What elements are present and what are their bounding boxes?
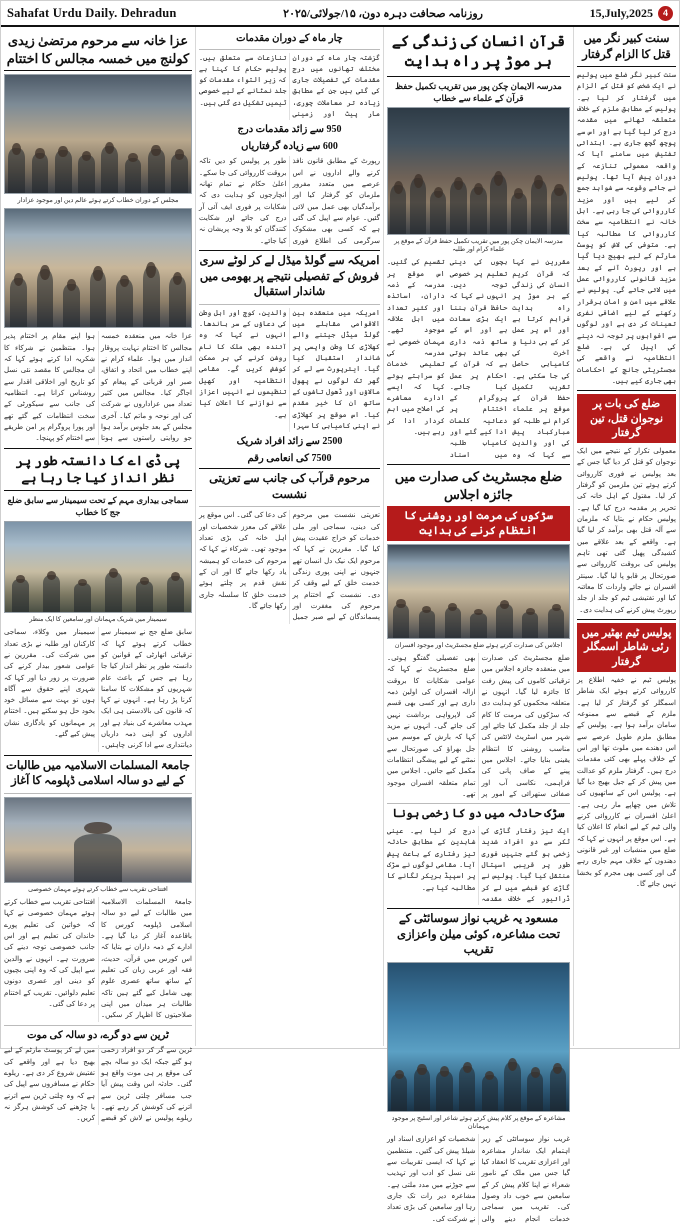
photo-figures: [388, 1052, 569, 1111]
caption-mushaira: مشاعرہ کے موقع پر کلام پیش کرتے ہوئے شاعر اور اسٹیج پر موجود مہمانان: [391, 1114, 566, 1131]
headline-pda-ignored: پی ڈی اے کا دانستہ طور پر نظر انداز کیا جا رہا ہے: [15, 452, 181, 486]
headline-four-month-cases: چار ماہ کے دوران مقدمات: [236, 33, 343, 44]
headline-islamic-diploma: جامعۃ المسلمات الاسلامیہ میں طالبات کے لیے دو سالہ اسلامی ڈپلومہ کا آغاز: [6, 759, 190, 788]
photo-figures: [388, 595, 569, 638]
masthead: [1, 1, 679, 27]
photo-seminar: [4, 521, 192, 613]
masthead-title: Sahafat Urdu Daily. Dehradun: [7, 5, 177, 20]
headline-condolence-meeting: مرحوم قرآب کی جانب سے تعزیتی نشست: [209, 473, 370, 501]
subheadline-madrasa-event: مدرسہ الایمان چکن پور میں تقریب تکمیل حفظ قرآن کے علماء سے خطاب: [395, 80, 562, 103]
photo-madrasa-gathering: [387, 107, 570, 235]
article-body-islamic-diploma: جامعۃ المسلمات الاسلامیہ میں طالبات کے لیے دو سالہ اسلامی ڈپلومہ کورس کا باقاعدہ آغاز کر دیا گیا ہے۔ ادارے کے ذمہ داران نے بتایا کہ اس کورس میں قرآن، حدیث، فقہ اور عربی زبان کی تعلیم کے ساتھ ساتھ عصری علوم بھی شامل کیے گئے ہیں تاکہ طالبات ہر میدان میں اپنی صلاحیتوں کا اظہار کر سکیں۔ افتتاحی تقریب سے خطاب کرتے ہوئے مہمان خصوصی نے کہا کہ خواتین کی تعلیم پورے خاندان کی تعلیم ہے اور اس جانب خصوصی توجہ دینے کی ضرورت ہے۔ انہوں نے والدین سے اپیل کی کہ وہ اپنی بچیوں کو دینی اور عصری دونوں تعلیم دلوائیں۔ تقریب کے اختتام پر دعا کی گئی۔: [4, 898, 192, 1020]
article-body-four-month-cases: گزشتہ چار ماہ کے دوران مختلف تھانوں میں درج مقدمات کی تفصیلات جاری کی گئی ہیں جن کے مطابق زیادہ تر معاملات چوری، مار پیٹ اور زمینی تنازعات سے متعلق ہیں۔ پولیس حکام کا کہنا ہے کہ زیر التواء مقدمات کو جلد نمٹانے کے لیے خصوصی ٹیمیں تشکیل دی گئی ہیں۔: [199, 53, 380, 119]
masthead-urdu-title: روزنامہ صحافت دہرہ دون، ۱۵/جولائی/۲۰۲۵: [283, 7, 483, 20]
stat-arrests: 600 سے زیادہ گرفتاریاں: [241, 140, 338, 152]
headline-gold-medal-welcome: امریکہ سے گولڈ میڈل لے کر لوٹے سری فروش کے تفصیلی نتیجے پر بھومی میں شاندار استقبال: [199, 255, 380, 299]
column-center-left: [195, 27, 383, 1046]
photo-majlis-group: [4, 208, 192, 328]
caption-review-meeting: اجلاس کی صدارت کرتے ہوئے ضلع مجسٹریٹ اور موجود افسران: [394, 641, 563, 649]
subheadline-seminar-judge: سماجی بیداری مہم کے تحت سیمینار سے سابق ضلع جج کا خطاب: [7, 494, 189, 517]
subheadline-road-repair: سڑکوں کی مرمت اور روشنی کا انتظام کرنے کی ہدایت: [387, 506, 570, 541]
headline-majalis-conclusion: عزا خانہ سے مرحوم مرتضیٰ زیدی کولنج میں خمسہ مجالس کا اختتام: [6, 33, 190, 66]
photo-mushaira-stage: [387, 962, 570, 1112]
caption-majlis-hall: مجلس کے دوران خطاب کرتے ہوئے عالم دین اور موجود عزادار: [17, 197, 179, 205]
headline-quran-guidance: قرآن انسان کی زندگی کے ہر موڑ پر راہ ہدایت: [391, 34, 566, 71]
caption-madrasa-gathering: مدرسہ الایمان چکن پور میں تقریب تکمیل حفظ قرآن کے موقع پر علماء کرام اور طلبہ: [394, 237, 563, 253]
caption-diploma-speaker: افتتاحی تقریب سے خطاب کرتے ہوئے مہمان خصوصی: [28, 885, 168, 893]
article-body-condolence-meeting: تعزیتی نشست میں مرحوم کی دینی، سماجی اور ملی خدمات کو خراج عقیدت پیش کیا گیا۔ مقررین نے کہا کہ مرحوم ایک نیک دل انسان تھے جنہوں نے اپنی پوری زندگی خدمت خلق کے لیے وقف کر دی۔ نشست کے اختتام پر مرحوم کی مغفرت اور پسماندگان کے لیے صبر جمیل کی دعا کی گئی۔ اس موقع پر علاقے کی معزز شخصیات اور اہل خانہ کی بڑی تعداد موجود تھی۔ شرکاء نے کہا کہ مرحوم کی خدمات کو ہمیشہ یاد رکھا جائے گا اور ان کے نقش قدم پر چلتے ہوئے خدمت خلق کا سلسلہ جاری رکھا جائے گا۔: [199, 511, 380, 622]
page-columns: [1, 27, 679, 1223]
photo-majlis-hall: [4, 74, 192, 194]
article-body-quran-guidance: مقررین نے کہا کہ قرآن کریم انسان کی زندگی کے ہر موڑ پر راہ ہدایت فراہم کرتا ہے اور اس پر عمل کر کے ہی دنیا و آخرت کی کامیابی حاصل کی جا سکتی ہے۔ تقریب تکمیل حفظ قرآن کے موقع پر علماء کرام نے طلبہ کو مبارکباد پیش کی اور والدین سے کہا کہ وہ بچوں کی دینی تعلیم پر خصوصی توجہ دیں۔ انہوں نے کہا کہ حافظ قرآن بننا ایک بڑی سعادت ہے اور اس کے ساتھ ذمہ داری بھی عائد ہوتی ہے کہ قرآن کے احکام پر عمل کیا جائے۔ پروگرام کے اختتام پر دعائیہ کلمات ادا کیے گئے اور کامیاب طلبہ میں اسناد تقسیم کی گئیں۔ اس موقع پر مدرسہ کے ذمہ داران، اساتذہ اور کثیر تعداد میں اہل علاقہ موجود تھے۔ مہمان خصوصی نے مدرسہ کی تعلیمی خدمات کو سراہتے ہوئے کہا کہ ایسے ادارے معاشرے کی اصلاح میں اہم کردار ادا کر رہے ہیں۔: [387, 258, 570, 459]
photo-diploma-speaker: [4, 797, 192, 883]
photo-figures: [5, 254, 191, 327]
headline-mushaira: مسعود یہ غریب نواز سوسائٹی کے تحت مشاعرہ، کوئی میلن واعزازی تقریب: [396, 913, 561, 957]
column-center-right: [383, 27, 573, 1223]
stat-participants: 2500 سے زائد افراد شریک: [236, 436, 343, 448]
column-right: [573, 27, 679, 1046]
article-body-mushaira: غریب نواز سوسائٹی کے زیر اہتمام ایک شاندار مشاعرہ اور اعزازی تقریب کا انعقاد کیا گیا جس میں ملک کے نامور شعراء نے اپنا کلام پیش کر کے سامعین سے خوب داد وصول کی۔ تقریب میں سماجی خدمات انجام دینے والی شخصیات کو اعزازی اسناد اور شیلڈ پیش کی گئیں۔ منتظمین نے کہا کہ ایسی تقریبات سے نئی نسل کو ادب اور تہذیب سے جوڑنے میں مدد ملتی ہے۔ مشاعرہ دیر رات تک جاری رہا اور سامعین کی بڑی تعداد نے شرکت کی۔: [387, 1135, 570, 1223]
headline-smuggler-arrest: پولیس ٹیم بھٹیر میں رئی شاطر اسمگلر گرفتار: [577, 623, 676, 672]
photo-figures: [388, 160, 569, 233]
masthead-right: [590, 6, 673, 21]
article-body-cases-detail: رپورٹ کے مطابق قانون نافذ کرنے والے اداروں نے اس عرصے میں متعدد مفرور ملزمان کو گرفتار کیا اور برآمدگیاں بھی عمل میں لائی گئیں۔ عوام سے اپیل کی گئی ہے کہ کسی بھی مشکوک سرگرمی کی اطلاع فوری طور پر پولیس کو دیں تاکہ بروقت کارروائی کی جا سکے۔ اعلیٰ حکام نے تمام تھانہ انچارجوں کو ہدایت دی کہ شکایات پر فوری ایف آئی آر درج کی جائے اور شکایت کنندگان کو بلا وجہ پریشان نہ کیا جائے۔: [199, 157, 380, 245]
headline-train-fall: ٹرین سے دو گرے، دو سالہ کی موت: [27, 1029, 169, 1041]
article-body-sant-kabir-nagar: سنت کبیر نگر ضلع میں پولیس نے ایک شخص کو قتل کے الزام میں گرفتار کر لیا ہے۔ پولیس کے مطابق ملزم کے خلاف متعلقہ تھانے میں مقدمہ درج کر لیا گیا ہے اور اس سے پوچھ گچھ جاری ہے۔ ابتدائی تفتیش میں سامنے آیا کہ واقعہ معمولی تنازعہ کے دوران پیش آیا تھا۔ پولیس نے جائے وقوعہ سے شواہد جمع کر لیے ہیں اور مزید کارروائی کی جا رہی ہے۔ اہل خانہ نے انتظامیہ سے سخت کارروائی کا مطالبہ کیا ہے۔ متوفی کی لاش کو پوسٹ مارٹم کے لیے بھیج دیا گیا ہے اور رپورٹ آنے کے بعد مزید قانونی کارروائی عمل میں لائی جائے گی۔ پولیس نے علاقے میں امن و امان برقرار رکھنے کے لیے اضافی نفری تعینات کر دی ہے اور لوگوں سے افواہوں پر توجہ نہ دینے کی اپیل کی ہے۔ ضلع انتظامیہ نے واقعے کی مجسٹریٹی جانچ کے احکامات بھی جاری کیے ہیں۔: [577, 71, 676, 385]
caption-seminar: سیمینار میں شریک مہمانان اور سامعین کا ایک منظر: [29, 615, 167, 623]
article-body-smuggler-arrest: پولیس ٹیم نے خفیہ اطلاع پر کارروائی کرتے ہوئے ایک شاطر اسمگلر کو گرفتار کر لیا ہے۔ ملزم کے قبضے سے ممنوعہ سامان برآمد ہوا ہے۔ پولیس کے مطابق ملزم طویل عرصے سے اس دھندے میں ملوث تھا اور اس کے خلاف پہلے بھی کئی مقدمات درج ہیں۔ گرفتار ملزم کو عدالت میں پیش کر کے جیل بھیج دیا گیا ہے۔ پولیس اس کے ساتھیوں کی تلاش میں چھاپے مار رہی ہے۔ اعلیٰ افسران نے کارروائی کرنے والی ٹیم کے لیے انعام کا اعلان کیا ہے۔ اس موقع پر انہوں نے کہا کہ ضلع میں منشیات اور غیر قانونی دھندوں کے خلاف مہم جاری رہے گی اور کسی بھی مجرم کو بخشا نہیں جائے گا۔: [577, 675, 676, 888]
masthead-date: 15,July,2025: [589, 5, 653, 20]
article-body-majalis-conclusion: عزا خانہ میں منعقدہ خمسہ مجالس کا اختتام نہایت پروقار انداز میں ہوا۔ علماء کرام نے اپنے خطاب میں اتحاد و اتفاق، صبر اور قربانی کے پیغام کو اجاگر کیا۔ مجالس میں کثیر تعداد میں عزاداروں نے شرکت کی اور نوحہ و ماتم کیا۔ آخری مجلس کے بعد جلوس برآمد ہوا جو روایتی راستوں سے ہوتا ہوا اپنے مقام پر اختتام پذیر ہوا۔ منتظمین نے شرکاء کا شکریہ ادا کرتے ہوئے کہا کہ ان مجالس کا مقصد نئی نسل کو تاریخ اور اخلاقی اقدار سے روشناس کرانا ہے۔ انتظامیہ کی جانب سے سیکورٹی کے سخت انتظامات کیے گئے تھے اور پورا پروگرام پر امن طریقے سے اختتام کو پہنچا۔: [4, 332, 192, 443]
photo-figures: [5, 562, 191, 612]
photo-figures: [5, 826, 191, 881]
article-body-youth-murder: معمولی تکرار کے نتیجے میں ایک نوجوان کو قتل کر دیا گیا جس کے بعد پولیس نے فوری کارروائی کرتے ہوئے تین ملزمین کو گرفتار کر لیا۔ مقتول کے اہل خانہ کی تحریر پر مقدمہ درج کیا گیا ہے۔ پولیس حکام نے بتایا کہ ملزمان سے آلہ قتل بھی برآمد کر لیا گیا ہے۔ واقعے کے بعد علاقے میں کشیدگی پھیل گئی تھی تاہم پولیس کی بروقت کارروائی سے صورتحال پر قابو پا لیا گیا۔ سینئر افسران نے جائے واردات کا معائنہ کیا اور تفتیشی ٹیم کو جلد از جلد رپورٹ پیش کرنے کی ہدایت دی۔: [577, 447, 676, 614]
headline-sant-kabir-nagar: سنت کبیر نگر میں قتل کا الزام گرفتار: [582, 33, 671, 61]
headline-dm-review-meeting: ضلع مجسٹریٹ کی صدارت میں جائزہ اجلاس: [394, 469, 563, 502]
stat-cases-registered: 950 سے زائد مقدمات درج: [237, 124, 342, 136]
article-body-gold-medal-welcome: امریکہ میں منعقدہ بین الاقوامی مقابلے میں گولڈ میڈل جیتنے والے کھلاڑی کا وطن واپسی پر شاندار استقبال کیا گیا۔ ایئرپورٹ سے لے کر گھر تک لوگوں نے پھول مالاؤں اور ڈھول تاشوں کے ساتھ ان کا خیر مقدم کیا۔ اس موقع پر کھلاڑی نے اپنی کامیابی کا سہرا والدین، کوچ اور اہل وطن کی دعاؤں کے سر باندھا۔ انہوں نے کہا کہ وہ آئندہ بھی ملک کا نام روشن کرنے کی ہر ممکن کوشش کریں گے۔ مقامی انتظامیہ اور کھیل تنظیموں نے انہیں اعزاز سے نوازنے کا اعلان کیا ہے۔: [199, 308, 380, 430]
headline-road-accident: سڑک حادثہ میں دو کا زخمی ہونا: [392, 808, 565, 821]
photo-review-meeting: [387, 544, 570, 639]
headline-youth-murder: ضلع کی بات پر نوجوان قتل، تین گرفتار: [577, 394, 676, 443]
article-body-road-accident: ایک تیز رفتار گاڑی کی ٹکر سے دو افراد شدید زخمی ہو گئے جنہیں فوری طور پر قریبی اسپتال منتقل کیا گیا۔ پولیس نے گاڑی کو قبضے میں لے کر ڈرائیور کے خلاف مقدمہ درج کر لیا ہے۔ عینی شاہدین کے مطابق حادثہ تیز رفتاری کے باعث پیش آیا۔ مقامی لوگوں نے سڑک پر اسپیڈ بریکر لگانے کا مطالبہ کیا ہے۔: [387, 826, 570, 903]
article-body-train-fall: ٹرین سے گر کر دو افراد زخمی ہو گئے جبکہ ایک دو سالہ بچے کی موقع پر ہی موت واقع ہو گئی۔ حادثہ اس وقت پیش آیا جب مسافر چلتی ٹرین سے اترنے کی کوشش کر رہے تھے۔ ریلوے پولیس نے لاش کو قبضے میں لے کر پوسٹ مارٹم کے لیے بھیج دیا ہے اور واقعے کی تفتیش شروع کر دی ہے۔ ریلوے حکام نے مسافروں سے اپیل کی ہے کہ وہ چلتی ٹرین سے اترنے یا چڑھنے کی کوشش ہرگز نہ کریں۔: [4, 1046, 192, 1123]
stat-prize-money: 7500 کی انعامی رقم: [247, 452, 332, 464]
column-left: [1, 27, 195, 1123]
article-body-pda-ignored: سابق ضلع جج نے سیمینار سے خطاب کرتے ہوئے کہا کہ ترقیاتی اتھارٹی کے قوانین کو دانستہ طور پر نظر انداز کیا جا رہا ہے جس کے باعث عام شہریوں کو مشکلات کا سامنا کرنا پڑ رہا ہے۔ انہوں نے کہا کہ قانون کی بالادستی ہی ایک مہذب معاشرے کی بنیاد ہے اور اداروں کو اپنی ذمہ داریاں دیانتداری سے ادا کرنی چاہئیں۔ سیمینار میں وکلاء، سماجی کارکنان اور طلبہ نے بڑی تعداد میں شرکت کی۔ مقررین نے عوامی شعور بیدار کرنے کی ضرورت پر زور دیا اور کہا کہ شہری اپنے حقوق سے آگاہ ہوں تو بہت سے مسائل خود بخود حل ہو سکتے ہیں۔ اختتام پر مہمانوں کو یادگاری نشان پیش کیے گئے۔: [4, 628, 192, 750]
article-body-dm-review-meeting: ضلع مجسٹریٹ کی صدارت میں منعقدہ جائزہ اجلاس میں ترقیاتی کاموں کی پیش رفت کا جائزہ لیا گیا۔ انہوں نے متعلقہ محکموں کو ہدایت دی کہ سڑکوں کی مرمت کا کام جلد از جلد مکمل کیا جائے اور شہر میں اسٹریٹ لائٹس کی مناسب روشنی کا انتظام یقینی بنایا جائے۔ اجلاس میں پینے کے صاف پانی کی فراہمی، نکاسی آب اور صفائی ستھرائی کے امور پر بھی تفصیلی گفتگو ہوئی۔ ضلع مجسٹریٹ نے کہا کہ عوامی شکایات کا بروقت ازالہ افسران کی اولین ذمہ داری ہے اور کسی بھی قسم کی لاپرواہی برداشت نہیں کی جائے گی۔ انہوں نے مزید کہا کہ بارش کے موسم میں جل بھراؤ کی صورتحال سے نمٹنے کے لیے پیشگی انتظامات مکمل کیے جائیں۔ اجلاس میں تمام متعلقہ افسران موجود تھے۔: [387, 654, 570, 799]
page-number-badge: 4: [658, 6, 673, 21]
photo-figures: [5, 132, 191, 193]
